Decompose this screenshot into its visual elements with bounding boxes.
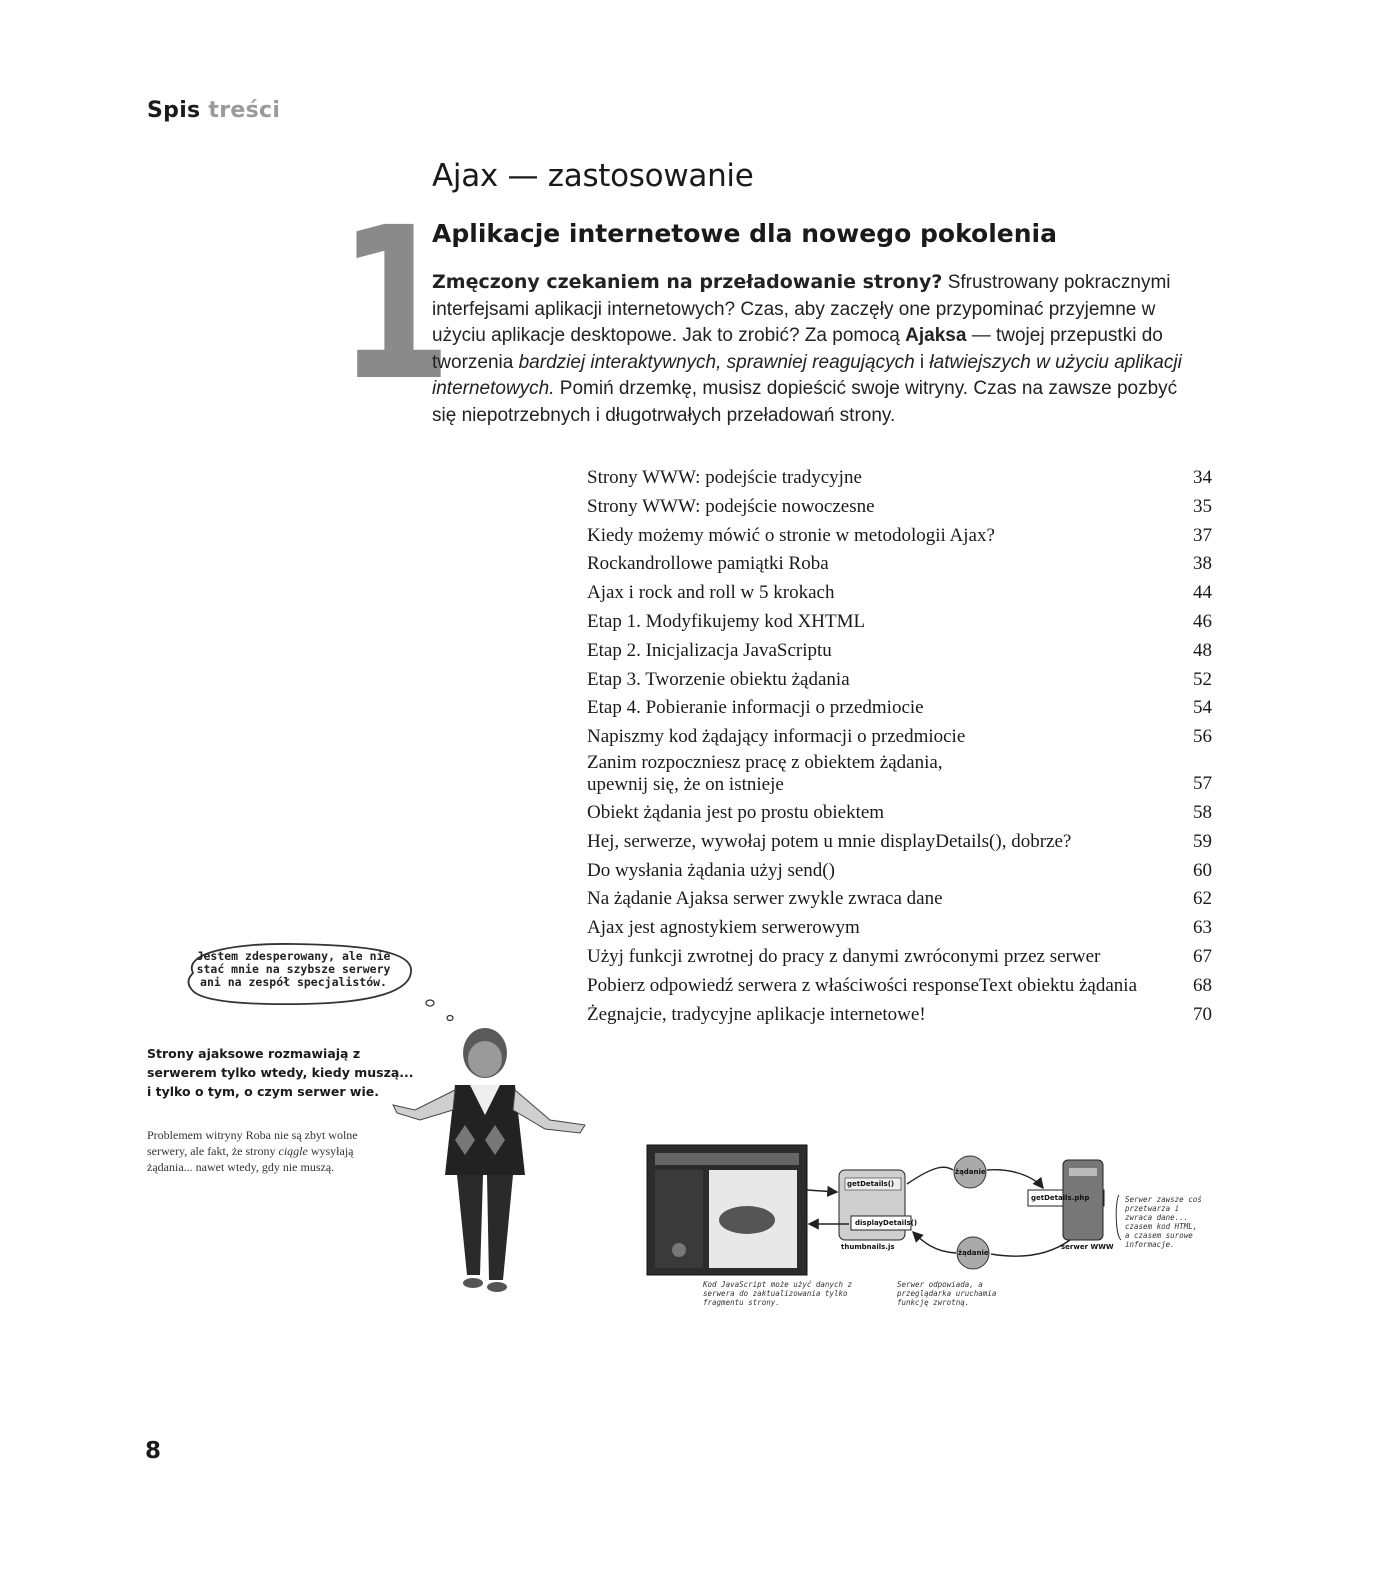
running-header — [147, 98, 280, 123]
toc-entry[interactable] — [587, 723, 1212, 752]
toc-entry-title: Użyj funkcji zwrotnej do pracy z danymi zwróconymi przez serwer — [587, 945, 1101, 967]
toc-entry-page: 52 — [1193, 668, 1212, 690]
toc-entry-title: Etap 2. Inicjalizacja JavaScriptu — [587, 639, 832, 661]
thought-bubble — [173, 941, 413, 1005]
toc-entry-page: 57 — [1193, 773, 1212, 795]
toc-entry-page: 56 — [1193, 726, 1212, 748]
chapter-subtitle: Aplikacje internetowe dla nowego pokolenia — [432, 219, 1057, 248]
toc-entry-title: Ajax jest agnostykiem serwerowym — [587, 917, 860, 939]
toc-entry[interactable] — [587, 799, 1212, 828]
diagram-note-callback: Serwer odpowiada, a przeglądarka uruchamia funkcję zwrotną. — [897, 1280, 997, 1307]
chapter-number: 1 — [338, 182, 452, 427]
sidebar-text-part: wysyłają żądania... nawet wtedy, gdy nie muszą. — [147, 1144, 354, 1174]
toc-entry-page: 54 — [1193, 697, 1212, 719]
toc-entry[interactable] — [587, 464, 1212, 493]
toc-entry-title: Etap 4. Pobieranie informacji o przedmiocie — [587, 697, 924, 719]
chapter-title: Ajax — zastosowanie — [432, 158, 754, 194]
diagram-note-server: Serwer zawsze coś przetwarza i zwraca dane... czasem kod HTML, a czasem surowe informacje. — [1125, 1195, 1202, 1249]
toc-entry[interactable] — [587, 608, 1212, 637]
sidebar-text-part: Problemem witryny Roba nie są zbyt wolne serwery, ale fakt, że strony — [147, 1128, 358, 1158]
toc-entry-title: Kiedy możemy mówić o stronie w metodologii Ajax? — [587, 524, 995, 546]
toc-entry[interactable] — [587, 522, 1212, 551]
toc-entry-page: 48 — [1193, 639, 1212, 661]
toc-entry-title: Strony WWW: podejście nowoczesne — [587, 495, 875, 517]
toc-entry[interactable] — [587, 943, 1212, 972]
intro-italic: bardziej interaktywnych, sprawniej reagujących — [518, 351, 915, 373]
person-illustration — [385, 1025, 615, 1305]
toc-entry-title: Pobierz odpowiedź serwera z właściwości responseText obiektu żądania — [587, 974, 1137, 996]
toc-entry-page: 60 — [1193, 859, 1212, 881]
toc-entry[interactable] — [587, 828, 1212, 857]
toc-entry-page: 67 — [1193, 945, 1212, 967]
header-strong: Spis — [147, 98, 201, 123]
diagram-note-js: Kod JavaScript może użyć danych z serwera do zaktualizowania tylko fragmentu strony. — [703, 1280, 853, 1307]
thought-bubble-text: Jestem zdesperowany, ale nie stać mnie na szybsze serwery ani na zespół specjalistów. — [196, 949, 391, 989]
toc-entry[interactable] — [587, 579, 1212, 608]
intro-italic: łatwiejszych w użyciu aplikacji internetowych. — [432, 351, 1182, 399]
toc-entry-title: Etap 1. Modyfikujemy kod XHTML — [587, 610, 866, 632]
toc-entry-page: 34 — [1193, 467, 1212, 488]
toc-entry-title-line1: Zanim rozpoczniesz pracę z obiektem żądania, — [587, 751, 943, 773]
diagram-label-php: getDetails.php — [1031, 1194, 1090, 1202]
diagram-label-request: żądanie — [958, 1249, 989, 1257]
diagram-label-request: żądanie — [955, 1168, 986, 1176]
chapter-intro — [432, 269, 1202, 429]
page-number: 8 — [145, 1438, 162, 1464]
toc-entry-page: 38 — [1193, 553, 1212, 575]
toc-list — [587, 464, 1212, 1029]
sidebar-heading: Strony ajaksowe rozmawiają z serwerem tylko wtedy, kiedy muszą... i tylko o tym, o czym serwer wie. — [147, 1046, 414, 1099]
diagram-label-displaydetails: displayDetails() — [855, 1219, 918, 1227]
toc-entry-page: 46 — [1193, 610, 1212, 632]
ajax-diagram — [645, 1140, 1205, 1340]
toc-entry-page: 37 — [1193, 524, 1212, 546]
toc-entry-page: 58 — [1193, 801, 1212, 823]
diagram-label-thumbnails: thumbnails.js — [841, 1243, 895, 1251]
toc-entry-page: 35 — [1193, 495, 1212, 517]
toc-entry-title: Do wysłania żądania użyj send() — [587, 859, 835, 881]
diagram-graphics — [645, 1140, 1205, 1340]
intro-bold: Ajaksa — [905, 325, 967, 346]
toc-entry[interactable] — [587, 493, 1212, 522]
intro-part: Sfrustrowany pokracznymi interfejsami aplikacji internetowych? Czas, aby zaczęły one przypominać przyjemne w użyciu aplikacje desktopowe. Jak to zrobić? Za pomocą — [432, 272, 1171, 346]
toc-entry-title: Etap 3. Tworzenie obiektu żądania — [587, 668, 850, 690]
toc-entry[interactable] — [587, 1001, 1212, 1030]
toc-entry-title: Żegnajcie, tradycyjne aplikacje internetowe! — [587, 1003, 926, 1025]
toc-entry-title: Strony WWW: podejście tradycyjne — [587, 467, 862, 488]
toc-entry-page: 62 — [1193, 888, 1212, 910]
toc-entry-title: Ajax i rock and roll w 5 krokach — [587, 582, 835, 604]
toc-entry-page: 44 — [1193, 582, 1212, 604]
toc-entry[interactable] — [587, 972, 1212, 1001]
toc-entry-title-line2: upewnij się, że on istnieje — [587, 773, 784, 795]
toc-entry-title: Rockandrollowe pamiątki Roba — [587, 553, 829, 575]
sidebar-text — [147, 1127, 387, 1175]
toc-entry[interactable] — [587, 550, 1212, 579]
intro-part: — twojej przepustki do tworzenia — [432, 325, 1163, 373]
toc-entry-page: 68 — [1193, 974, 1212, 996]
toc-entry-title — [587, 752, 1172, 799]
toc-entry[interactable] — [587, 752, 1212, 799]
intro-lead: Zmęczony czekaniem na przeładowanie strony? — [432, 271, 943, 293]
toc-entry[interactable] — [587, 885, 1212, 914]
intro-part: i — [914, 351, 930, 373]
toc-entry-page: 70 — [1193, 1003, 1212, 1025]
toc-entry[interactable] — [587, 694, 1212, 723]
toc-entry[interactable] — [587, 666, 1212, 695]
diagram-label-getdetails: getDetails() — [847, 1180, 895, 1188]
toc-entry[interactable] — [587, 857, 1212, 886]
intro-part: Pomiń drzemkę, musisz dopieścić swoje witryny. Czas na zawsze pozbyć się niepotrzebnych i długotrwałych przeładowań strony. — [432, 378, 1178, 426]
toc-entry-page: 59 — [1193, 830, 1212, 852]
header-light: treści — [208, 98, 281, 123]
toc-entry-title: Na żądanie Ajaksa serwer zwykle zwraca dane — [587, 888, 943, 910]
toc-entry-page: 63 — [1193, 917, 1212, 939]
toc-entry-title: Hej, serwerze, wywołaj potem u mnie displayDetails(), dobrze? — [587, 830, 1072, 852]
toc-entry[interactable] — [587, 637, 1212, 666]
toc-entry-title: Obiekt żądania jest po prostu obiektem — [587, 801, 885, 823]
sidebar-text-italic: ciągle — [278, 1144, 308, 1158]
toc-entry-title: Napiszmy kod żądający informacji o przedmiocie — [587, 726, 966, 748]
toc-entry[interactable] — [587, 914, 1212, 943]
diagram-label-server: serwer WWW — [1061, 1243, 1114, 1251]
